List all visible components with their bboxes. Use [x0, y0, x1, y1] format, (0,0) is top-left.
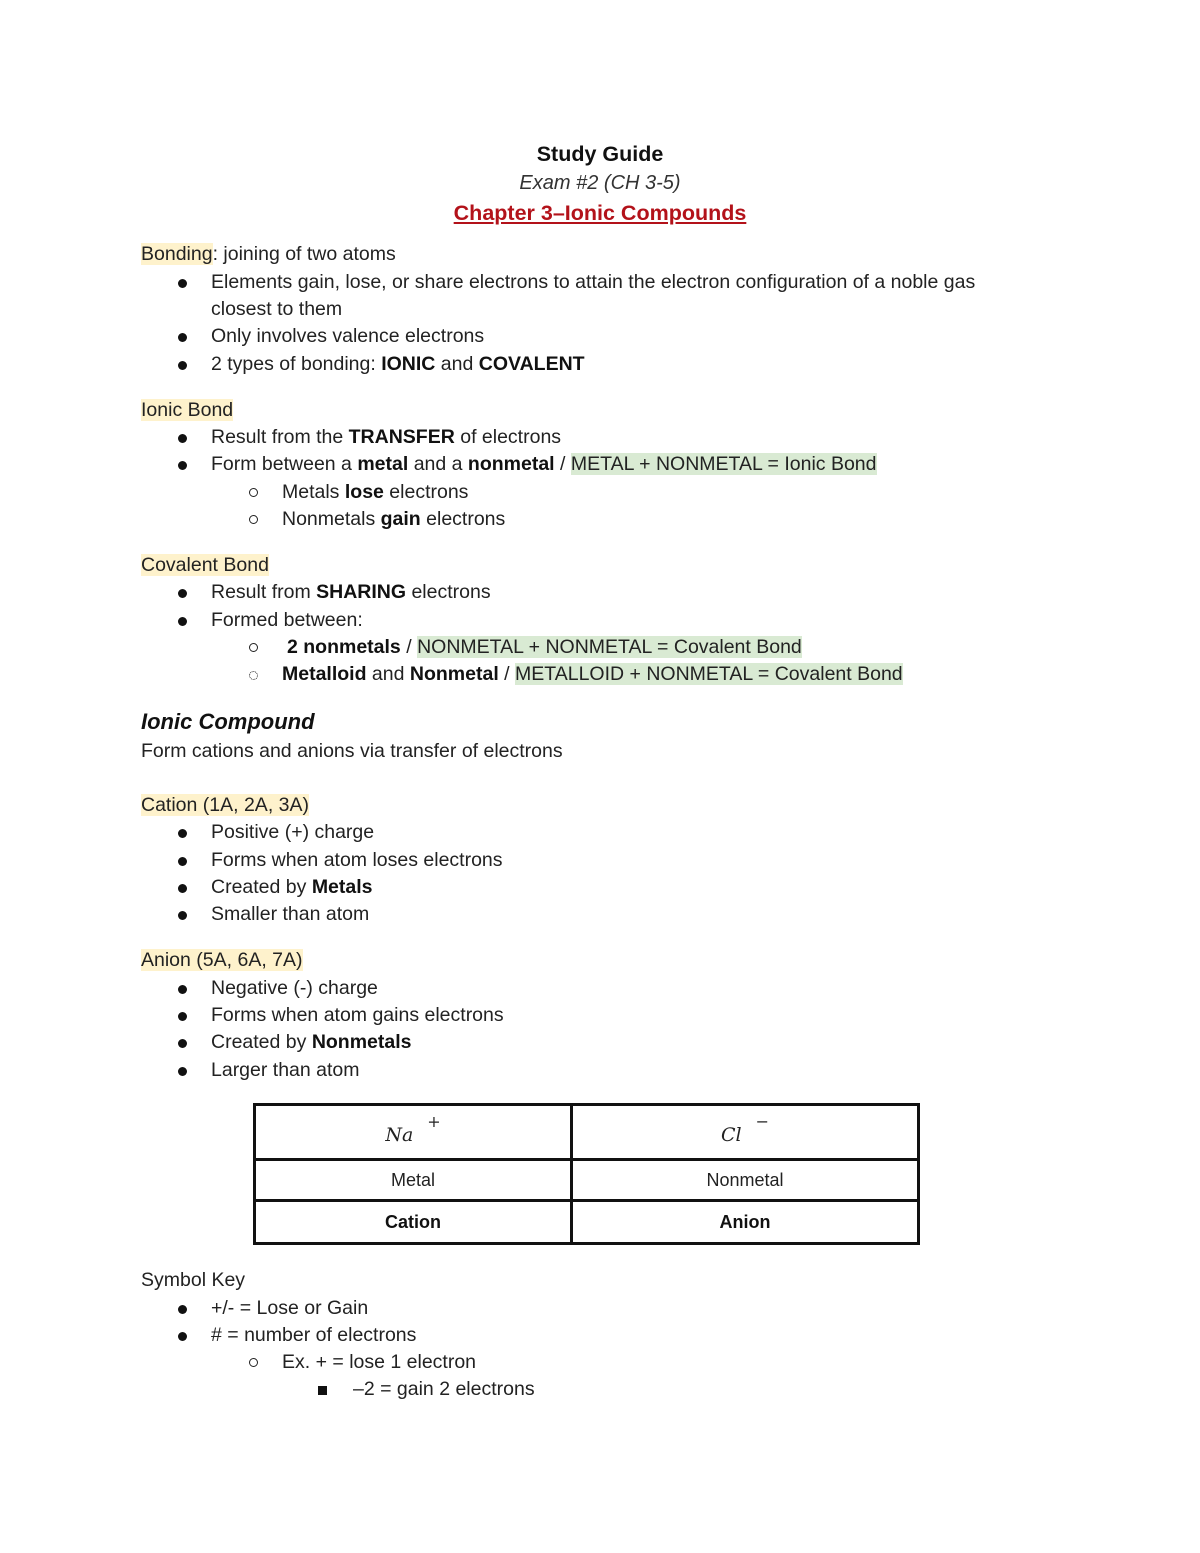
bonding-definition: Bonding: joining of two atoms — [141, 243, 396, 265]
page-subtitle: Exam #2 (CH 3-5) — [519, 172, 681, 194]
sodium-ion: Na+ — [385, 1112, 441, 1146]
bullet-icon — [178, 1039, 187, 1048]
bullet-icon — [178, 361, 187, 370]
list-item: Elements gain, lose, or share electrons to attain the electron configuration of a noble gas — [211, 271, 976, 293]
list-item: Smaller than atom — [211, 903, 370, 925]
list-item: Positive (+) charge — [211, 821, 375, 843]
sub-bullet-icon — [249, 488, 258, 497]
page-title: Study Guide — [536, 142, 664, 166]
bullet-icon — [178, 279, 187, 288]
table-cell-na — [255, 1105, 572, 1160]
list-item: Forms when atom loses electrons — [211, 849, 503, 871]
table-cell: Metal — [255, 1160, 572, 1201]
ion-table — [253, 1103, 920, 1245]
bullet-icon — [178, 829, 187, 838]
chloride-ion: Cl− — [720, 1112, 770, 1146]
table-cell: Nonmetal — [572, 1160, 919, 1201]
bullet-icon — [178, 1012, 187, 1021]
list-item: +/- = Lose or Gain — [211, 1297, 369, 1319]
list-item: 2 types of bonding: IONIC and COVALENT — [211, 353, 585, 375]
list-item: Formed between: — [211, 609, 363, 631]
list-item: Negative (-) charge — [211, 977, 378, 999]
sub-list-item: Nonmetals gain electrons — [282, 508, 506, 530]
bullet-icon — [178, 884, 187, 893]
covalent-bond-heading: Covalent Bond — [141, 554, 269, 576]
table-row — [255, 1201, 919, 1244]
sub-bullet-icon — [249, 643, 258, 652]
table-cell: Anion — [572, 1201, 919, 1244]
cation-heading: Cation (1A, 2A, 3A) — [141, 794, 309, 816]
bullet-icon — [178, 857, 187, 866]
bullet-icon — [178, 434, 187, 443]
sub-bullet-icon — [249, 515, 258, 524]
ionic-compound-heading: Ionic Compound — [141, 709, 315, 734]
bullet-icon — [178, 911, 187, 920]
bullet-icon — [178, 589, 187, 598]
bullet-icon — [178, 1332, 187, 1341]
bullet-icon — [178, 617, 187, 626]
anion-heading: Anion (5A, 6A, 7A) — [141, 949, 303, 971]
list-item: Forms when atom gains electrons — [211, 1004, 504, 1026]
square-bullet-icon — [318, 1386, 327, 1395]
sub-list-item: Metalloid and Nonmetal / METALLOID + NONMETAL = Covalent Bond — [282, 663, 903, 685]
bullet-icon — [178, 1305, 187, 1314]
list-item: Result from the TRANSFER of electrons — [211, 426, 562, 448]
list-item: Larger than atom — [211, 1059, 360, 1081]
list-item-continuation: closest to them — [211, 298, 343, 320]
list-item: Only involves valence electrons — [211, 325, 485, 347]
bonding-term: Bonding — [141, 243, 213, 265]
list-item: # = number of electrons — [211, 1324, 417, 1346]
sub-list-item: Ex. + = lose 1 electron — [282, 1351, 477, 1373]
bullet-icon — [178, 985, 187, 994]
sub-list-item: 2 nonmetals / NONMETAL + NONMETAL = Covalent Bond — [287, 636, 802, 658]
ionic-compound-description: Form cations and anions via transfer of electrons — [141, 740, 563, 762]
bullet-icon — [178, 1067, 187, 1076]
table-cell: Cation — [255, 1201, 572, 1244]
bullet-icon — [178, 333, 187, 342]
sub-list-item: Metals lose electrons — [282, 481, 469, 503]
list-item: Created by Nonmetals — [211, 1031, 412, 1053]
table-row — [255, 1160, 919, 1201]
sub-bullet-icon — [249, 1358, 258, 1367]
sub-sub-list-item: –2 = gain 2 electrons — [353, 1378, 535, 1400]
ionic-bond-heading: Ionic Bond — [141, 399, 234, 421]
list-item: Result from SHARING electrons — [211, 581, 491, 603]
table-row — [255, 1105, 919, 1160]
table-cell-cl — [572, 1105, 919, 1160]
list-item: Form between a metal and a nonmetal / METAL + NONMETAL = Ionic Bond — [211, 453, 877, 475]
sub-bullet-icon — [249, 671, 258, 680]
bullet-icon — [178, 461, 187, 470]
chapter-heading: Chapter 3–Ionic Compounds — [453, 201, 747, 225]
list-item: Created by Metals — [211, 876, 373, 898]
symbol-key-heading: Symbol Key — [141, 1269, 246, 1291]
